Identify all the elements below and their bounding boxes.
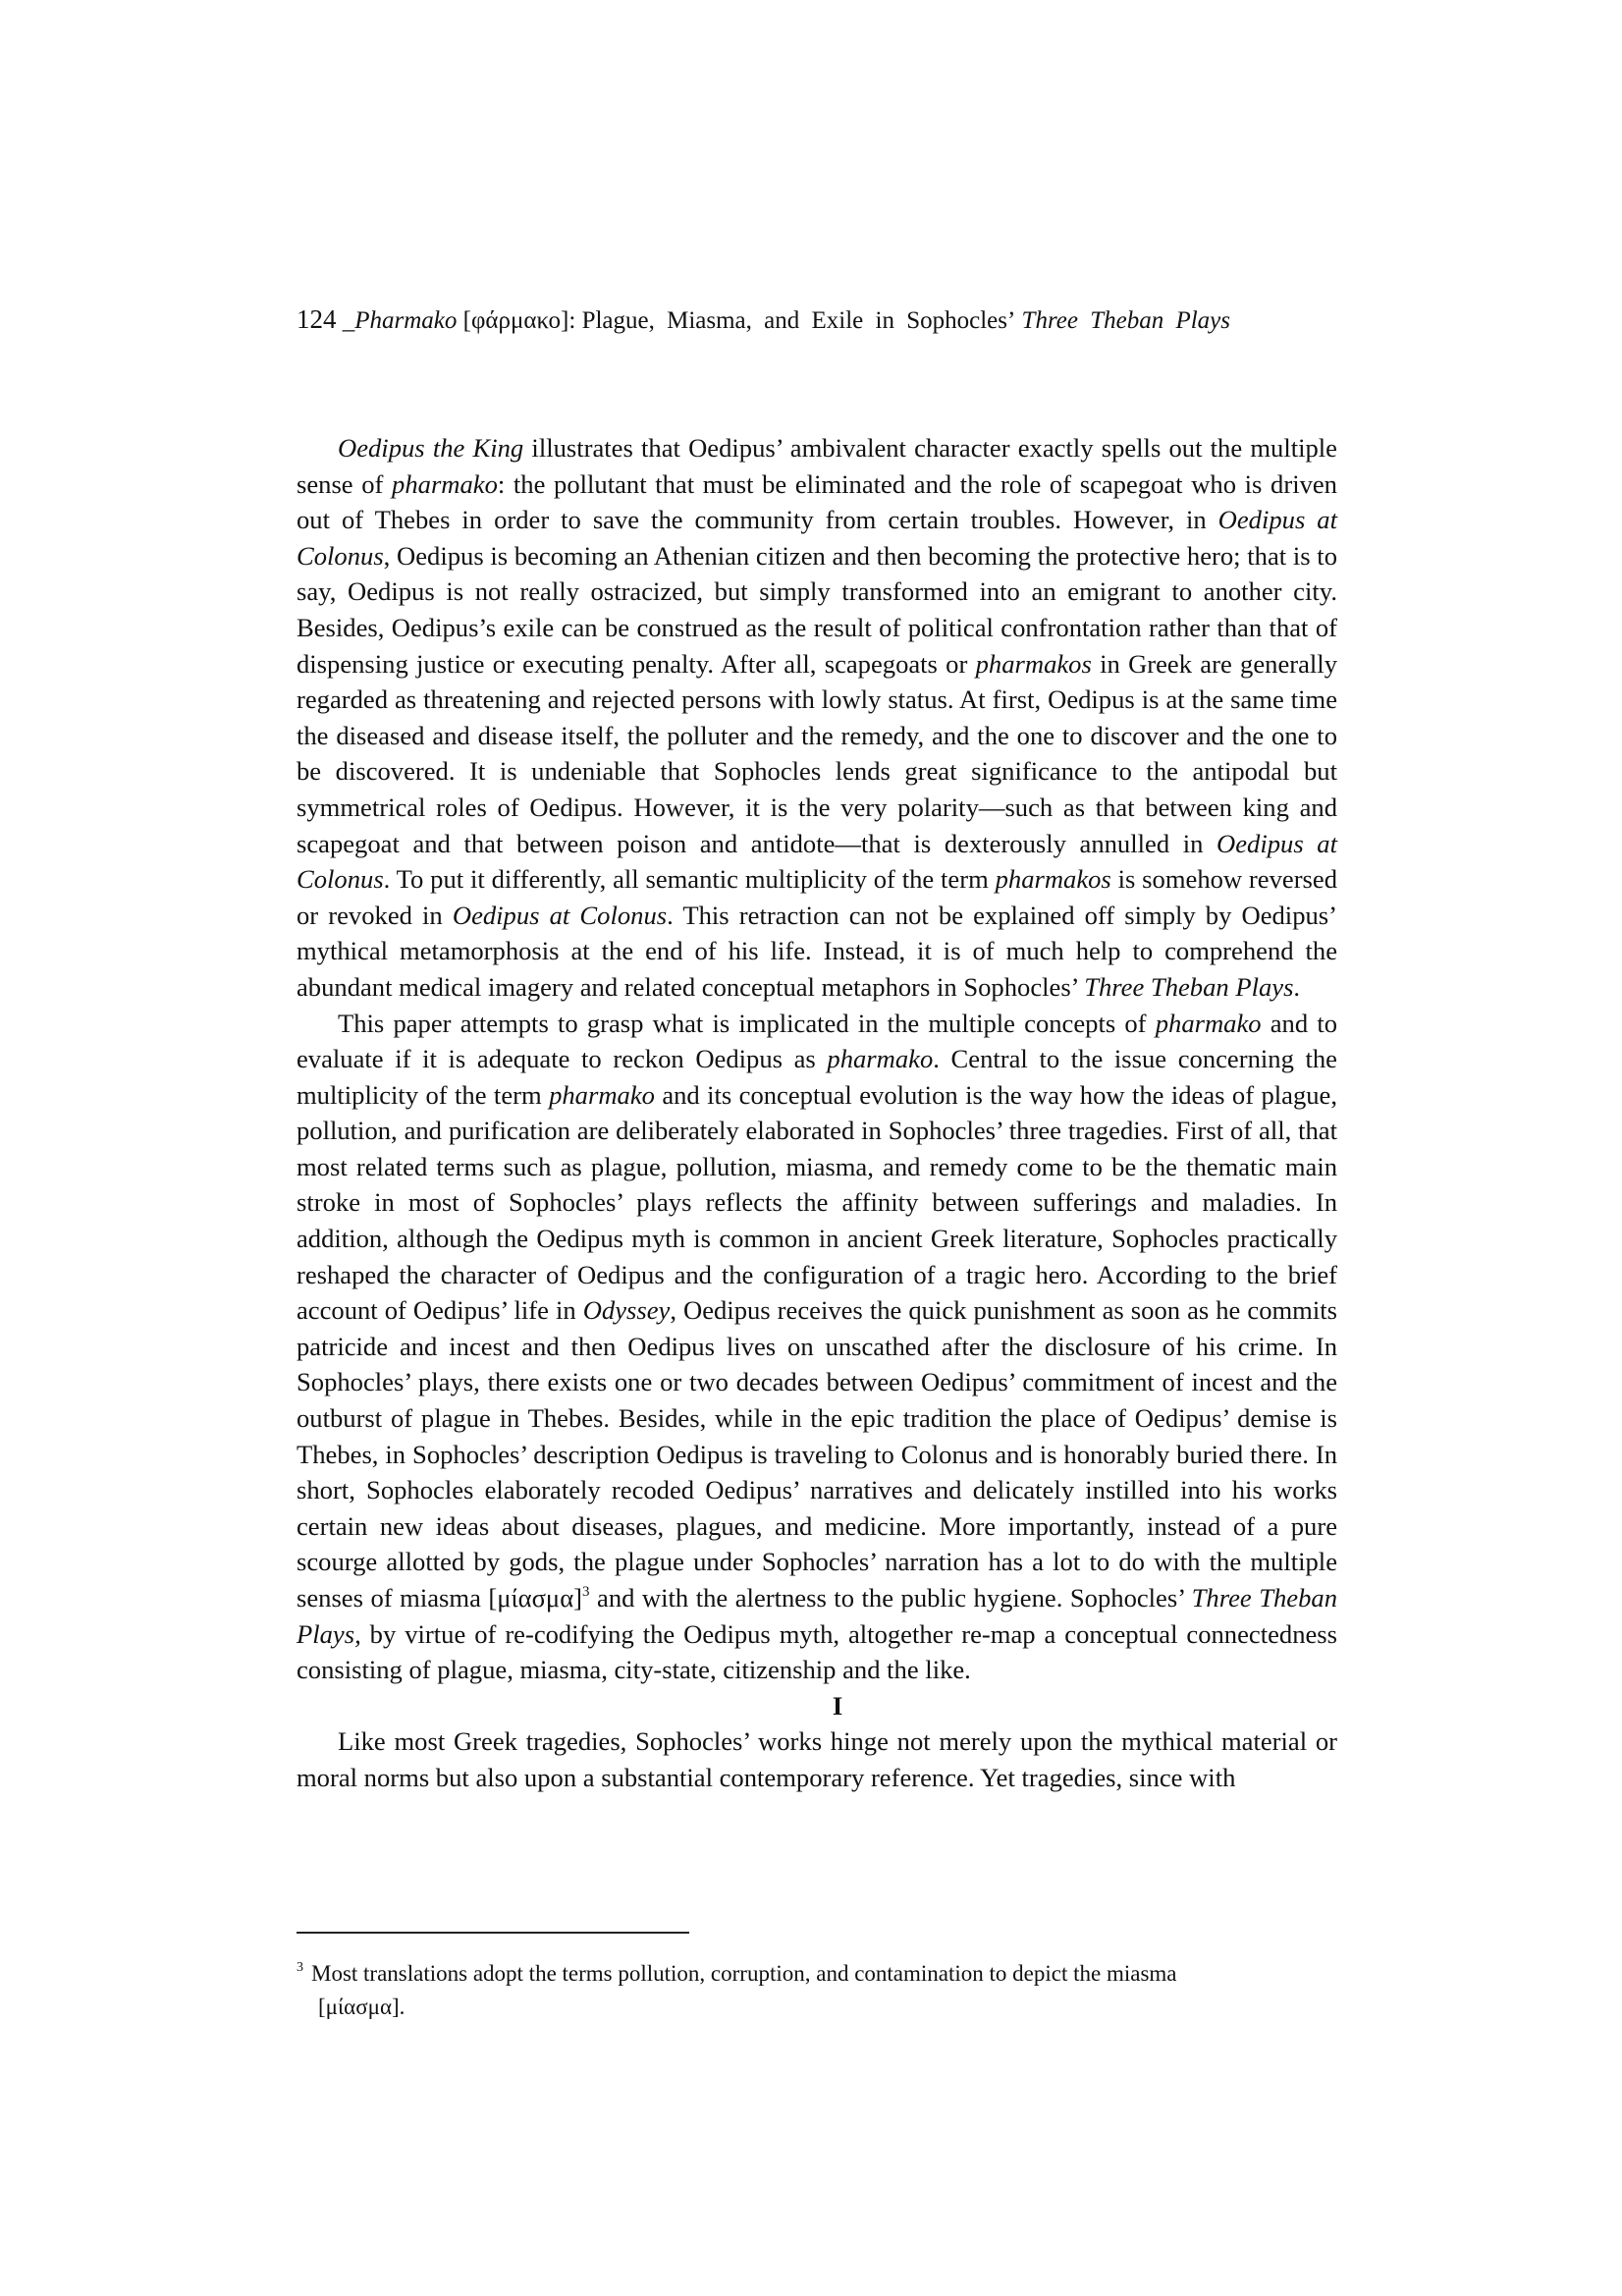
italic-title: Three Theban Plays, bbox=[297, 1583, 1337, 1649]
section-heading: I bbox=[832, 1690, 843, 1721]
text-run: is somehow reversed or revoked in bbox=[297, 864, 1338, 930]
header-title-greek: [φάρμακο]: bbox=[462, 307, 576, 334]
page-number: 124 bbox=[297, 304, 337, 334]
paragraph-3: Like most Greek tragedies, Sophocles’ works hinge not merely upon the mythical material or moral norms but also upon a substantial contemporary reference. Yet tragedies, since with bbox=[297, 1726, 1337, 1792]
italic-title: Oedipus at Colonus bbox=[297, 505, 1337, 571]
header-title-rest: Plague, Miasma, and Exile in Sophocles’ bbox=[581, 307, 1016, 334]
italic-term: pharmako bbox=[827, 1044, 934, 1074]
text-run: by virtue of re-codifying the Oedipus myth, altogether re-map a conceptual connectedness consisting of plague, miasma, city-state, citizenship and the like. bbox=[297, 1618, 1337, 1685]
text-run: in Greek are generally regarded as threatening and rejected persons with lowly status. At first, Oedipus is at the same time the diseased and disease itself, the polluter and the remedy, and the one to discover and the one to be discovered. It is undeniable that Sophocles lends great significance to the antipodal but symmetrical roles of Oedipus. However, it is the very polarity—such as that between king and scapegoat and that between poison and antidote—that is dexterously annulled in bbox=[297, 648, 1337, 858]
footnote-mark: 3 bbox=[297, 1960, 303, 1975]
text-run: , Oedipus is becoming an Athenian citizen and then becoming the protective hero; that is to say, Oedipus is not really ostracized, but simply transformed into an emigrant to another city. Besides, Oedipus’s exile can be construed as the result of political confrontation rather than that of dispensing justice or executing penalty. After all, scapegoats or bbox=[297, 540, 1337, 679]
italic-title: Oedipus at Colonus bbox=[297, 828, 1337, 895]
text-run: . To put it differently, all semantic multiplicity of the term bbox=[383, 864, 996, 895]
italic-term: pharmako bbox=[549, 1079, 655, 1110]
text-run: and with the alertness to the public hygiene. Sophocles’ bbox=[589, 1583, 1192, 1613]
italic-title: Odyssey bbox=[582, 1295, 671, 1326]
text-run: and to evaluate if it is adequate to reckon Oedipus as bbox=[297, 1008, 1337, 1074]
italic-term: pharmakos bbox=[995, 864, 1111, 895]
text-run: and its conceptual evolution is the way how the ideas of plague, pollution, and purification are deliberately elaborated in Sophocles’ three tragedies. First of all, that most related terms such as plague, pollution, miasma, and remedy come to be the thematic main stroke in most of Sophocles’ plays reflects the affinity between sufferings and maladies. In addition, although the Oedipus myth is common in ancient Greek literature, Sophocles practically reshaped the character of Oedipus and the configuration of a tragic hero. According to the brief account of Oedipus’ life in bbox=[297, 1079, 1337, 1326]
italic-term: pharmako bbox=[1155, 1008, 1262, 1038]
footnote-text-continued: [μίασμα]. bbox=[318, 1995, 406, 2019]
text-run: : the pollutant that must be eliminated and the role of scapegoat who is driven out of Thebes in order to save the community from certain troubles. However, in bbox=[297, 468, 1337, 535]
text-run: illustrates that Oedipus’ ambivalent character exactly spells out the multiple sense of bbox=[297, 433, 1337, 499]
running-header bbox=[297, 302, 1337, 338]
footnote-reference[interactable]: 3 bbox=[581, 1584, 590, 1600]
header-title-plays: Three Theban Plays bbox=[1021, 307, 1230, 334]
text-run: . This retraction can not be explained off simply by Oedipus’ mythical metamorphosis at the end of his life. Instead, it is of much help to comprehend the abundant medical imagery and related conceptual metaphors in Sophocles’ bbox=[297, 900, 1337, 1002]
text-run: . Central to the issue concerning the multiplicity of the term bbox=[297, 1044, 1337, 1110]
header-title-pharmako: Pharmako bbox=[354, 307, 458, 334]
italic-term: pharmako bbox=[392, 468, 498, 499]
footnote bbox=[297, 1957, 1337, 2024]
italic-title: Oedipus the King bbox=[338, 433, 524, 463]
footnote-divider bbox=[297, 1932, 689, 1934]
italic-title: Oedipus at Colonus bbox=[452, 900, 668, 930]
header-prefix: _ bbox=[342, 307, 355, 334]
text-run: This paper attempts to grasp what is implicated in the multiple concepts of bbox=[338, 1008, 1156, 1038]
main-text bbox=[297, 430, 1337, 1796]
italic-title: Three Theban Plays bbox=[1084, 971, 1294, 1002]
italic-term: pharmakos bbox=[975, 648, 1092, 679]
text-run: . bbox=[1293, 971, 1301, 1002]
paragraph-2 bbox=[297, 1006, 1337, 1688]
footnote-text: Most translations adopt the terms pollution, corruption, and contamination to depict the miasma bbox=[311, 1961, 1177, 1986]
text-run: , Oedipus receives the quick punishment as soon as he commits patricide and incest and then Oedipus lives on unscathed after the disclosure of his crime. In Sophocles’ plays, there exists one or two decades between Oedipus’ commitment of incest and the outburst of plague in Thebes. Besides, while in the epic tradition the place of Oedipus’ demise is Thebes, in Sophocles’ description Oedipus is traveling to Colonus and is honorably buried there. In short, Sophocles elaborately recoded Oedipus’ narratives and delicately instilled into his works certain new ideas about diseases, plagues, and medicine. More importantly, instead of a pure scourge allotted by gods, the plague under Sophocles’ narration has a lot to do with the multiple senses of miasma [μίασμα] bbox=[297, 1295, 1337, 1613]
paragraph-1 bbox=[297, 430, 1337, 1006]
